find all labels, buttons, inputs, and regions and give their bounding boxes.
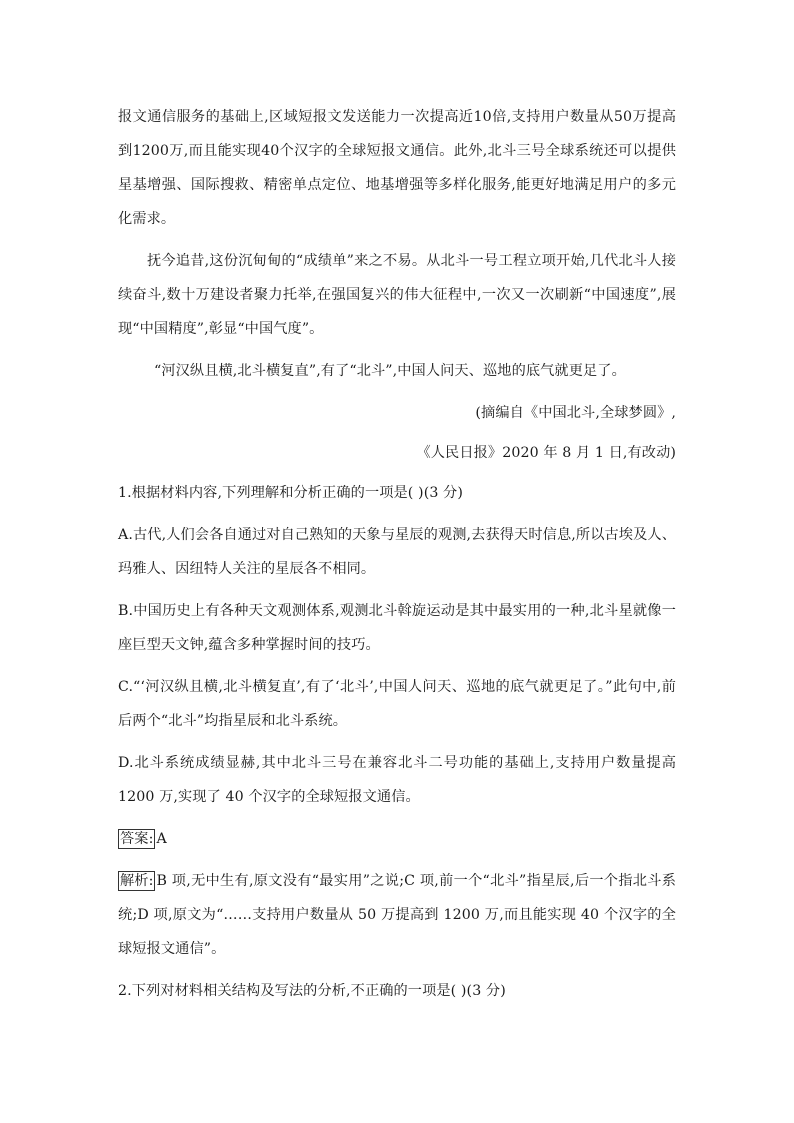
passage-paragraph-3: “河汉纵且横,北斗横复直”,有了“北斗”,中国人问天、巡地的底气就更足了。	[154, 363, 626, 379]
answer-value: A	[156, 831, 167, 847]
source-line-1: (摘编自《中国北斗,全球梦圆》,	[475, 405, 676, 421]
question-1-option-a: A.古代,人们会各自通过对自己熟知的天象与星辰的观测,去获得天时信息,所以古埃及人、玛雅人、因纽特人关注的星辰各不相同。	[118, 527, 676, 577]
answer-label: 答案:	[120, 831, 154, 847]
passage-paragraph-2: 抚今追昔,这份沉甸甸的“成绩单”来之不易。从北斗一号工程立项开始,几代北斗人接续奋斗,数十万建设者聚力托举,在强国复兴的伟大征程中,一次又一次刷新“中国速度”,展现“中国精度”,彰显“中国气度”。	[118, 253, 676, 337]
document-page	[118, 100, 676, 1016]
question-1-option-b: B.中国历史上有各种天文观测体系,观测北斗斡旋运动是其中最实用的一种,北斗星就像一座巨型天文钟,蕴含多种掌握时间的技巧。	[118, 603, 676, 653]
analysis-label: 解析:	[120, 873, 154, 889]
answer-line	[118, 822, 676, 856]
question-1-option-d: D.北斗系统成绩显赫,其中北斗三号在兼容北斗二号功能的基础上,支持用户数量提高 1200 万,实现了 40 个汉字的全球短报文通信。	[118, 755, 676, 805]
question-1-stem: 1.根据材料内容,下列理解和分析正确的一项是( )(3 分)	[118, 485, 463, 501]
source-line-2: 《人民日报》2020 年 8 月 1 日,有改动)	[416, 445, 676, 461]
analysis-line	[118, 864, 676, 966]
passage-paragraph-1: 报文通信服务的基础上,区域短报文发送能力一次提高近10倍,支持用户数量从50万提高到1200万,而且能实现40个汉字的全球短报文通信。此外,北斗三号全球系统还可以提供星基增强、国际搜救、精密单点定位、地基增强等多样化服务,能更好地满足用户的多元化需求。	[118, 109, 676, 227]
analysis-text: B 项,无中生有,原文没有“最实用”之说;C 项,前一个“北斗”指星辰,后一个指北斗系统;D 项,原文为“……支持用户数量从 50 万提高到 1200 万,而且能实现 40 个汉字的全球短报文通信”。	[118, 873, 676, 957]
question-1-option-c: C.“‘河汉纵且横,北斗横复直’,有了‘北斗’,中国人问天、巡地的底气就更足了。”此句中,前后两个“北斗”均指星辰和北斗系统。	[118, 679, 676, 729]
question-2-stem: 2.下列对材料相关结构及写法的分析,不正确的一项是( )(3 分)	[118, 983, 506, 999]
